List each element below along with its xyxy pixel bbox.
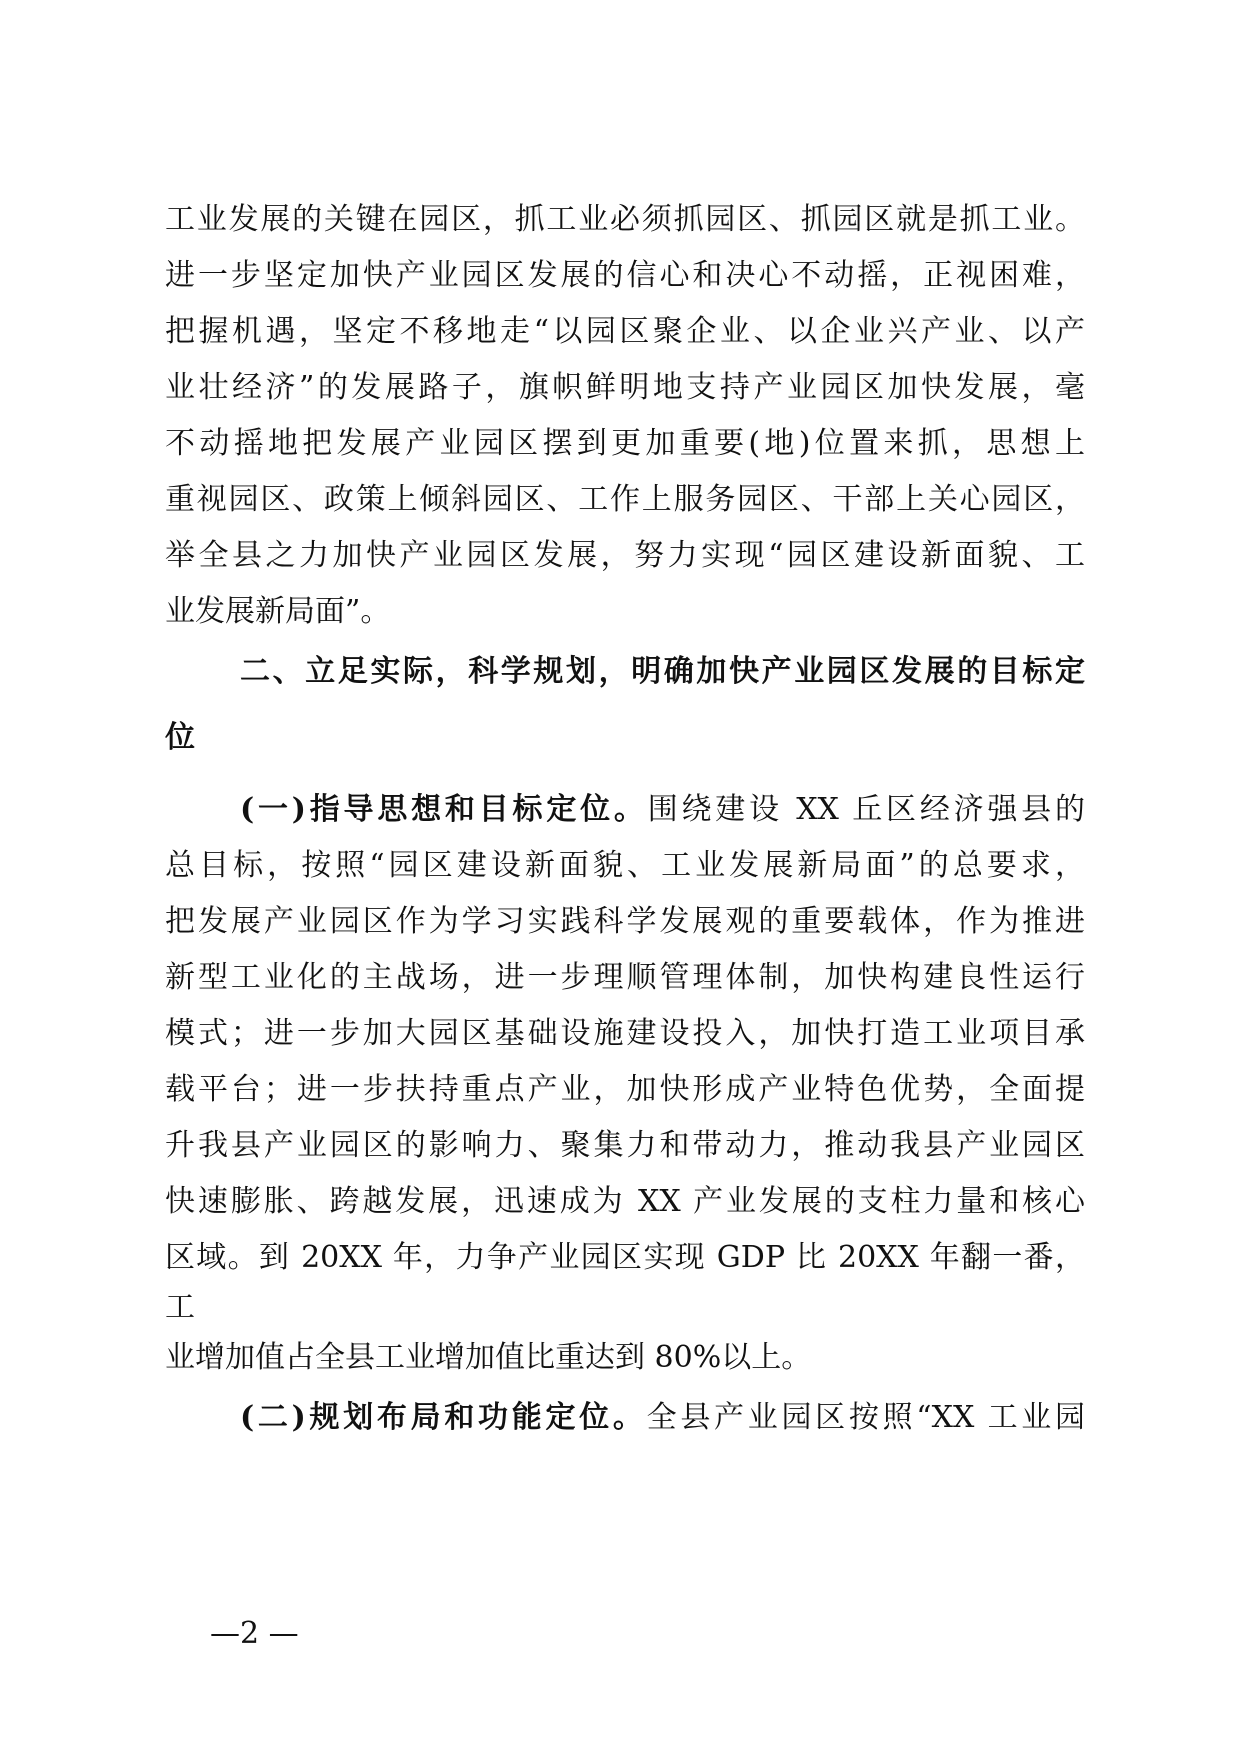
body-line: 模式；进一步加大园区基础设施建设投入，加快打造工业项目承 bbox=[165, 1016, 1085, 1051]
body-line: 业增加值占全县工业增加值比重达到 80%以上。 bbox=[165, 1340, 812, 1375]
subsection-heading: (一)指导思想和目标定位。 bbox=[240, 792, 648, 827]
subsection-first-line bbox=[240, 1398, 1085, 1438]
subsection-first-line bbox=[240, 790, 1085, 830]
body-line: 载平台；进一步扶持重点产业，加快形成产业特色优势，全面提 bbox=[165, 1072, 1085, 1107]
body-line: 把发展产业园区作为学习实践科学发展观的重要载体，作为推进 bbox=[165, 904, 1085, 939]
intro-line: 不动摇地把发展产业园区摆到更加重要(地)位置来抓，思想上 bbox=[165, 426, 1085, 461]
intro-line: 工业发展的关键在园区，抓工业必须抓园区、抓园区就是抓工业。 bbox=[165, 202, 1085, 237]
subsection-text: 全县产业园区按照“XX 工业园 bbox=[646, 1400, 1085, 1435]
page-number: —2 — bbox=[210, 1616, 299, 1651]
body-line: 新型工业化的主战场，进一步理顺管理体制，加快构建良性运行 bbox=[165, 960, 1085, 995]
body-line: 升我县产业园区的影响力、聚集力和带动力，推动我县产业园区 bbox=[165, 1128, 1085, 1163]
subsection-text: 围绕建设 XX 丘区经济强县的 bbox=[647, 792, 1085, 827]
intro-line: 业壮经济”的发展路子，旗帜鲜明地支持产业园区加快发展，毫 bbox=[165, 370, 1085, 405]
section-heading: 二、立足实际，科学规划，明确加快产业园区发展的目标定 bbox=[240, 654, 1085, 689]
body-line: 区域。到 20XX 年，力争产业园区实现 GDP 比 20XX 年翻一番， bbox=[165, 1240, 1085, 1275]
intro-line: 进一步坚定加快产业园区发展的信心和决心不动摇，正视困难， bbox=[165, 258, 1085, 293]
intro-line: 重视园区、政策上倾斜园区、工作上服务园区、干部上关心园区， bbox=[165, 482, 1085, 517]
body-line: 工 bbox=[165, 1290, 195, 1325]
intro-line: 业发展新局面”。 bbox=[165, 594, 391, 629]
body-line: 总目标，按照“园区建设新面貌、工业发展新局面”的总要求， bbox=[165, 848, 1085, 883]
subsection-heading: (二)规划布局和功能定位。 bbox=[240, 1400, 647, 1435]
section-heading-continued: 位 bbox=[165, 720, 195, 755]
intro-line: 把握机遇，坚定不移地走“以园区聚企业、以企业兴产业、以产 bbox=[165, 314, 1085, 349]
intro-line: 举全县之力加快产业园区发展，努力实现“园区建设新面貌、工 bbox=[165, 538, 1085, 573]
body-line: 快速膨胀、跨越发展，迅速成为 XX 产业发展的支柱力量和核心 bbox=[165, 1184, 1085, 1219]
